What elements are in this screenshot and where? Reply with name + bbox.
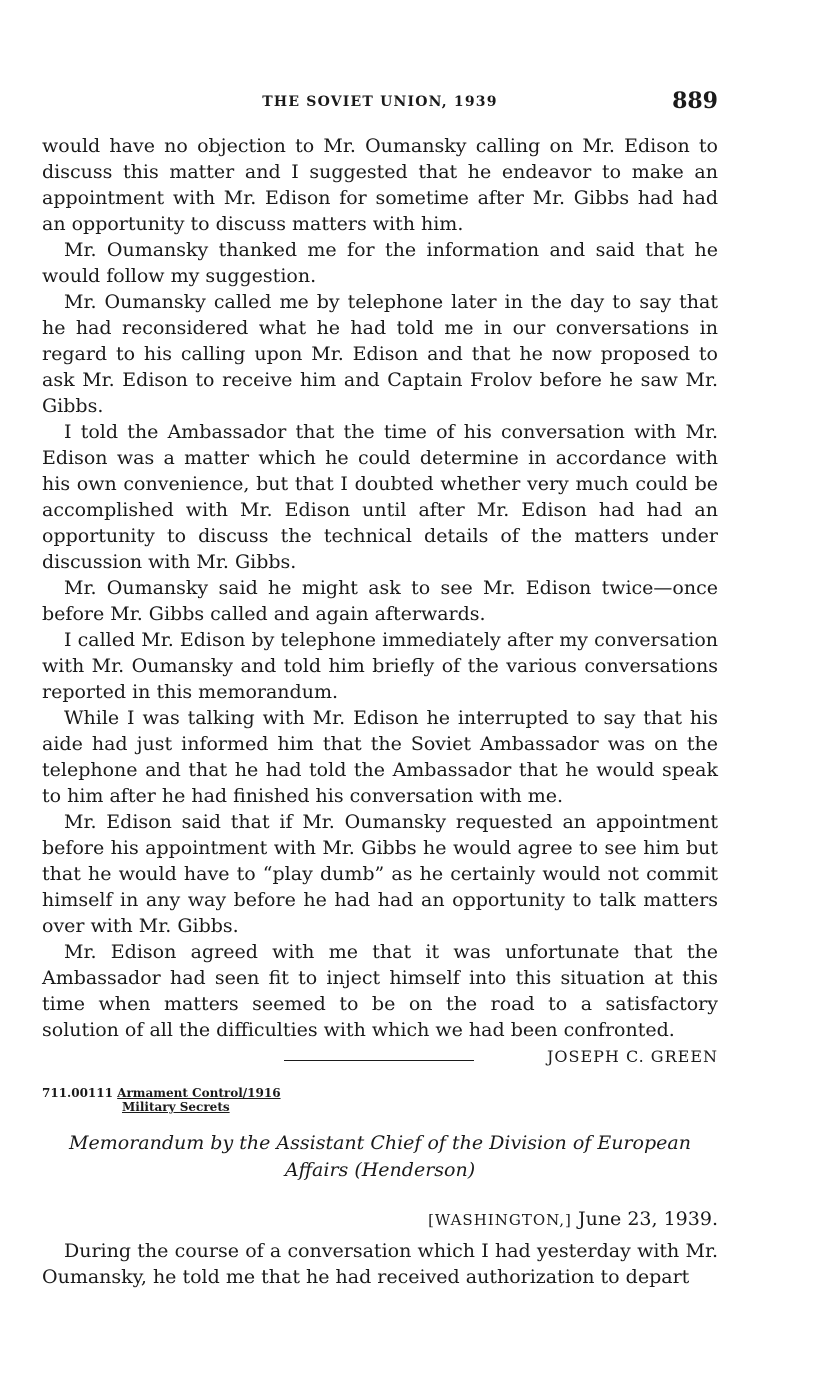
running-title: THE SOVIET UNION, 1939 [262,94,498,110]
file-reference [42,1086,281,1114]
document-dateline [428,1208,718,1230]
signature: JOSEPH C. GREEN [546,1047,718,1066]
paragraph: I called Mr. Edison by telephone immediately after my conversation with Mr. Oumansky and told him briefly of the various conversations reported in this memorandum. [42,629,718,703]
paragraph: Mr. Edison said that if Mr. Oumansky requested an appointment before his appointment with Mr. Gibbs he would agree to see him but that he would have to “play dumb” as he certainly would not commit himself in any way before he had had an opportunity to talk matters over with Mr. Gibbs. [42,811,718,937]
document-date: June 23, 1939. [577,1208,718,1230]
document-place: [WASHINGTON,] [428,1211,572,1229]
paragraph: Mr. Oumansky said he might ask to see Mr. Edison twice—once before Mr. Gibbs called and again afterwards. [42,577,718,625]
paragraph: While I was talking with Mr. Edison he interrupted to say that his aide had just informed him that the Soviet Ambassador was on the telephone and that he had told the Ambassador that he would speak to him after he had finished his conversation with me. [42,707,718,807]
section-divider [284,1060,474,1061]
file-number: 711.00111 [42,1086,113,1100]
memorandum-body [42,133,718,1070]
paragraph: Mr. Oumansky thanked me for the information and said that he would follow my suggestion. [42,239,718,287]
second-memorandum-body [42,1238,718,1290]
file-subject: Armament Control/1916 [117,1086,281,1100]
paragraph: Mr. Oumansky called me by telephone later in the day to say that he had reconsidered what he had told me in our conversations in regard to his calling upon Mr. Edison and that he now proposed to ask Mr. Edison to receive him and Captain Frolov before he saw Mr. Gibbs. [42,291,718,417]
document-heading-line2: Affairs (Henderson) [284,1159,476,1181]
file-subsubject: Military Secrets [122,1100,230,1114]
running-head [42,88,718,118]
page-number: 889 [672,88,718,114]
document-heading [42,1130,718,1184]
paragraph: I told the Ambassador that the time of his conversation with Mr. Edison was a matter which he could determine in accordance with his own convenience, but that I doubted whether very much could be accomplished with Mr. Edison until after Mr. Edison had had an opportunity to discuss the technical details of the matters under discussion with Mr. Gibbs. [42,421,718,573]
paragraph: Mr. Edison agreed with me that it was unfortunate that the Ambassador had seen fit to inject himself into this situation at this time when matters seemed to be on the road to a satisfactory solution of all the difficulties with which we had been confronted. [42,941,718,1041]
document-heading-line1: Memorandum by the Assistant Chief of the Division of European [69,1132,691,1154]
paragraph: During the course of a conversation which I had yesterday with Mr. Oumansky, he told me that he had received authorization to depart [42,1240,718,1288]
paragraph: would have no objection to Mr. Oumansky calling on Mr. Edison to discuss this matter and I suggested that he endeavor to make an appointment with Mr. Edison for sometime after Mr. Gibbs had had an opportunity to discuss matters with him. [42,135,718,235]
